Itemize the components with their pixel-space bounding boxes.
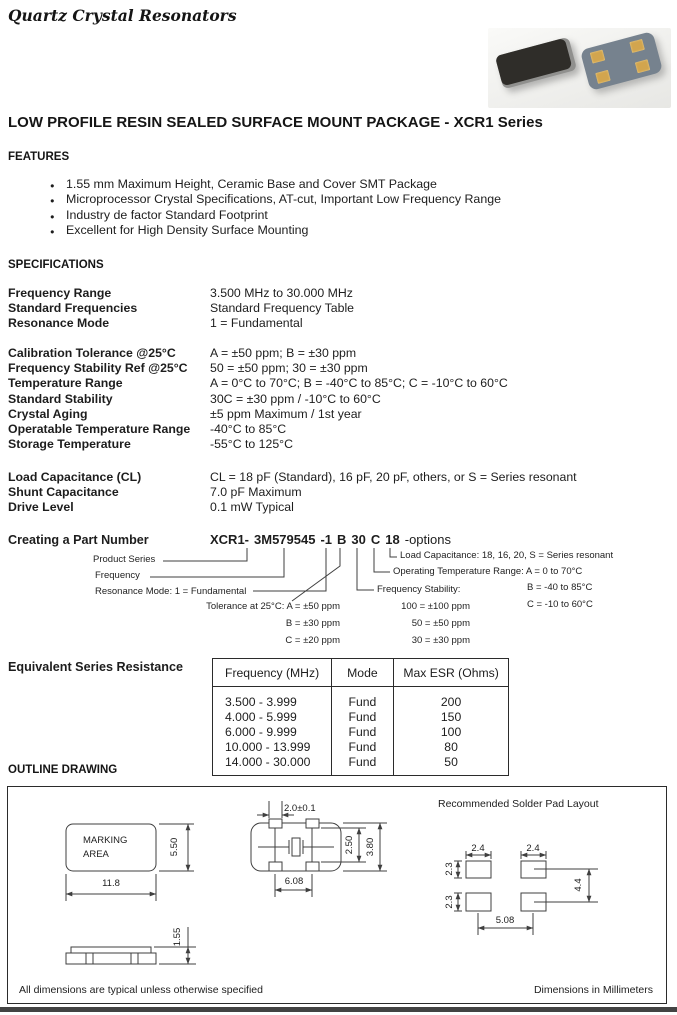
package-internal-view bbox=[251, 801, 387, 897]
spec-label: Drive Level bbox=[8, 500, 74, 515]
spec-value: Standard Frequency Table bbox=[210, 301, 355, 316]
esr-frequency-cell: 3.500 - 3.999 bbox=[213, 687, 331, 710]
esr-value-cell: 100 bbox=[440, 724, 462, 739]
dim-solder-pad-width: 2.4 bbox=[471, 843, 485, 854]
spec-row bbox=[8, 500, 577, 515]
dim-pad-width-tol: 2.0±0.1 bbox=[284, 803, 316, 814]
esr-value-cell: 80 bbox=[444, 739, 458, 754]
callout-product-series: Product Series bbox=[93, 554, 156, 565]
spec-row bbox=[8, 361, 508, 376]
dim-solder-pad-width: 2.4 bbox=[526, 843, 540, 854]
callout-tolerance-a: Tolerance at 25°C: A = ±50 ppm bbox=[206, 601, 340, 612]
spec-value: A = 0°C to 70°C; B = -40°C to 85°C; C = -10°C to 60°C bbox=[210, 376, 508, 391]
spec-row bbox=[8, 422, 508, 437]
gold-pad bbox=[635, 59, 650, 73]
spec-row bbox=[8, 301, 354, 316]
callout-tolerance-b: B = ±30 ppm bbox=[285, 618, 340, 629]
esr-frequency-cell: 4.000 - 5.999 bbox=[213, 709, 331, 724]
callout-resonance-mode: Resonance Mode: 1 = Fundamental bbox=[95, 586, 247, 597]
esr-table bbox=[212, 658, 509, 776]
pn-frequency: 3M579545 bbox=[254, 532, 316, 547]
pn-stability: 30 bbox=[351, 532, 366, 547]
callout-operating-temp-c: C = -10 to 60°C bbox=[527, 599, 593, 610]
gold-pad bbox=[590, 50, 605, 64]
spec-value: A = ±50 ppm; B = ±30 ppm bbox=[210, 346, 357, 360]
esr-label: Equivalent Series Resistance bbox=[8, 660, 183, 674]
callout-load-capacitance: Load Capacitance: 18, 16, 20, S = Series resonant bbox=[400, 550, 614, 561]
spec-row bbox=[8, 407, 508, 422]
esr-frequency-cell: 14.000 - 30.000 bbox=[213, 754, 331, 775]
esr-header-esr: Max ESR (Ohms) bbox=[394, 659, 508, 687]
esr-header-mode: Mode bbox=[331, 659, 394, 687]
spec-value: 1 = Fundamental bbox=[210, 316, 303, 331]
part-number-label: Creating a Part Number bbox=[8, 533, 149, 547]
callout-stability-50: 50 = ±50 ppm bbox=[411, 618, 470, 629]
esr-value-cell: 200 bbox=[440, 694, 462, 709]
outline-footer-right: Dimensions in Millimeters bbox=[533, 984, 653, 996]
callout-stability-100: 100 = ±100 ppm bbox=[401, 601, 470, 612]
dim-solder-pad-height: 2.3 bbox=[444, 862, 455, 876]
gold-pad bbox=[629, 39, 644, 53]
esr-mode-cell: Fund bbox=[331, 709, 394, 724]
callout-stability-30: 30 = ±30 ppm bbox=[411, 635, 470, 646]
spec-label: Storage Temperature bbox=[8, 437, 131, 452]
callout-line-operating-temp bbox=[374, 548, 390, 572]
callout-line-product-series bbox=[163, 548, 247, 561]
spec-label: Standard Frequencies bbox=[8, 301, 138, 316]
pn-series: XCR1- bbox=[210, 532, 250, 547]
esr-mode-cell: Fund bbox=[331, 724, 394, 739]
page-bottom-rule bbox=[0, 1007, 677, 1012]
pn-mode: -1 bbox=[320, 532, 333, 547]
spec-row bbox=[8, 485, 577, 500]
dim-solder-horizontal-pitch: 5.08 bbox=[495, 915, 515, 926]
spec-value: 50 = ±50 ppm; 30 = ±30 ppm bbox=[210, 361, 368, 376]
spec-label: Calibration Tolerance @25°C bbox=[8, 346, 176, 360]
esr-mode-cell: Fund bbox=[331, 687, 394, 710]
spec-row bbox=[8, 392, 508, 407]
spec-label: Shunt Capacitance bbox=[8, 485, 119, 500]
feature-item: ● Excellent for High Density Surface Mounting bbox=[66, 223, 501, 238]
spec-value: 0.1 mW Typical bbox=[210, 500, 294, 515]
series-heading: LOW PROFILE RESIN SEALED SURFACE MOUNT PACKAGE - XCR1 Series bbox=[8, 114, 543, 131]
page-title: Quartz Crystal Resonators bbox=[8, 6, 237, 25]
esr-header-row bbox=[213, 659, 508, 687]
dim-thickness: 1.55 bbox=[172, 927, 183, 947]
spec-label: Resonance Mode bbox=[8, 316, 110, 331]
spec-group-stability bbox=[8, 346, 508, 452]
spec-group-basic bbox=[8, 286, 354, 332]
spec-row bbox=[8, 376, 508, 391]
dim-outer-height: 3.80 bbox=[365, 837, 376, 857]
esr-mode-cell: Fund bbox=[331, 739, 394, 754]
callout-line-tolerance bbox=[292, 548, 340, 601]
solder-pad-layout bbox=[438, 798, 599, 935]
dim-pad-span: 6.08 bbox=[284, 876, 304, 887]
spec-label: Crystal Aging bbox=[8, 406, 88, 421]
callout-operating-temp: Operating Temperature Range: A = 0 to 70°C bbox=[393, 566, 583, 577]
pn-temp-range: C bbox=[370, 532, 381, 547]
dim-body-height: 5.50 bbox=[169, 837, 180, 857]
esr-row bbox=[213, 687, 508, 710]
dim-body-width: 11.8 bbox=[102, 878, 120, 889]
esr-row bbox=[213, 724, 508, 739]
outline-heading: OUTLINE DRAWING bbox=[8, 764, 118, 776]
callout-frequency-stability: Frequency Stability: bbox=[377, 584, 461, 595]
spec-row bbox=[8, 346, 508, 361]
dim-solder-vertical-pitch: 4.4 bbox=[573, 878, 584, 892]
gold-pad bbox=[595, 70, 610, 84]
dim-solder-pad-height: 2.3 bbox=[444, 895, 455, 909]
outline-footer-left: All dimensions are typical unless otherwise specified bbox=[19, 984, 263, 996]
spec-value: -55°C to 125°C bbox=[210, 437, 293, 452]
marking-area-label: AREA bbox=[83, 849, 109, 860]
crystal-lid bbox=[495, 38, 573, 87]
spec-value: 3.500 MHz to 30.000 MHz bbox=[210, 286, 353, 300]
callout-line-frequency-stability bbox=[357, 548, 374, 590]
crystal-bottom-view-photo bbox=[580, 31, 663, 91]
spec-value: 7.0 pF Maximum bbox=[210, 485, 302, 500]
callout-frequency: Frequency bbox=[95, 570, 140, 581]
specifications-heading: SPECIFICATIONS bbox=[8, 259, 104, 271]
spec-value: 30C = ±30 ppm / -10°C to 60°C bbox=[210, 391, 381, 406]
feature-item: ● Microprocessor Crystal Specifications, AT-cut, Important Low Frequency Range bbox=[66, 192, 501, 207]
feature-item: ● Industry de factor Standard Footprint bbox=[66, 208, 501, 223]
feature-item: ● 1.55 mm Maximum Height, Ceramic Base and Cover SMT Package bbox=[66, 177, 501, 192]
callout-line-load-capacitance bbox=[390, 548, 397, 557]
side-view bbox=[66, 927, 196, 964]
spec-label: Operatable Temperature Range bbox=[8, 422, 191, 437]
esr-row bbox=[213, 709, 508, 724]
spec-row bbox=[8, 437, 508, 452]
spec-label: Temperature Range bbox=[8, 376, 123, 391]
spec-label: Frequency Stability Ref @25°C bbox=[8, 361, 188, 376]
spec-value: CL = 18 pF (Standard), 16 pF, 20 pF, others, or S = Series resonant bbox=[210, 470, 577, 484]
spec-label: Standard Stability bbox=[8, 391, 113, 406]
esr-frequency-cell: 10.000 - 13.999 bbox=[213, 739, 331, 754]
solder-pad-title: Recommended Solder Pad Layout bbox=[438, 798, 599, 810]
pn-load-cap: 18 bbox=[385, 532, 400, 547]
crystal-top-view-photo bbox=[495, 37, 577, 90]
spec-row bbox=[8, 470, 577, 485]
spec-group-electrical bbox=[8, 470, 577, 516]
spec-row bbox=[8, 316, 354, 331]
esr-frequency-cell: 6.000 - 9.999 bbox=[213, 724, 331, 739]
outline-drawing bbox=[8, 787, 663, 1000]
esr-row bbox=[213, 739, 508, 754]
spec-value: ±5 ppm Maximum / 1st year bbox=[210, 406, 362, 421]
spec-value: -40°C to 85°C bbox=[210, 422, 287, 437]
spec-row bbox=[8, 286, 354, 301]
pn-options: -options bbox=[404, 532, 451, 547]
esr-mode-cell: Fund bbox=[331, 754, 394, 775]
marking-area-label: MARKING bbox=[83, 835, 128, 846]
marking-area-view bbox=[66, 824, 194, 901]
product-photos bbox=[488, 28, 671, 108]
callout-line-frequency bbox=[150, 548, 284, 577]
crystal-symbol bbox=[289, 838, 303, 856]
dim-inner-height: 2.50 bbox=[344, 835, 355, 855]
esr-value-cell: 150 bbox=[440, 709, 462, 724]
features-list bbox=[8, 177, 501, 238]
esr-value-cell: 50 bbox=[444, 754, 458, 769]
outline-drawing-box bbox=[7, 786, 667, 1004]
esr-header-frequency: Frequency (MHz) bbox=[213, 659, 331, 687]
esr-row bbox=[213, 754, 508, 775]
features-heading: FEATURES bbox=[8, 151, 70, 163]
callout-operating-temp-b: B = -40 to 85°C bbox=[527, 582, 593, 593]
callout-tolerance-c: C = ±20 ppm bbox=[285, 635, 340, 646]
spec-label: Load Capacitance (CL) bbox=[8, 470, 142, 484]
spec-label: Frequency Range bbox=[8, 286, 112, 300]
pn-tolerance: B bbox=[337, 532, 347, 547]
